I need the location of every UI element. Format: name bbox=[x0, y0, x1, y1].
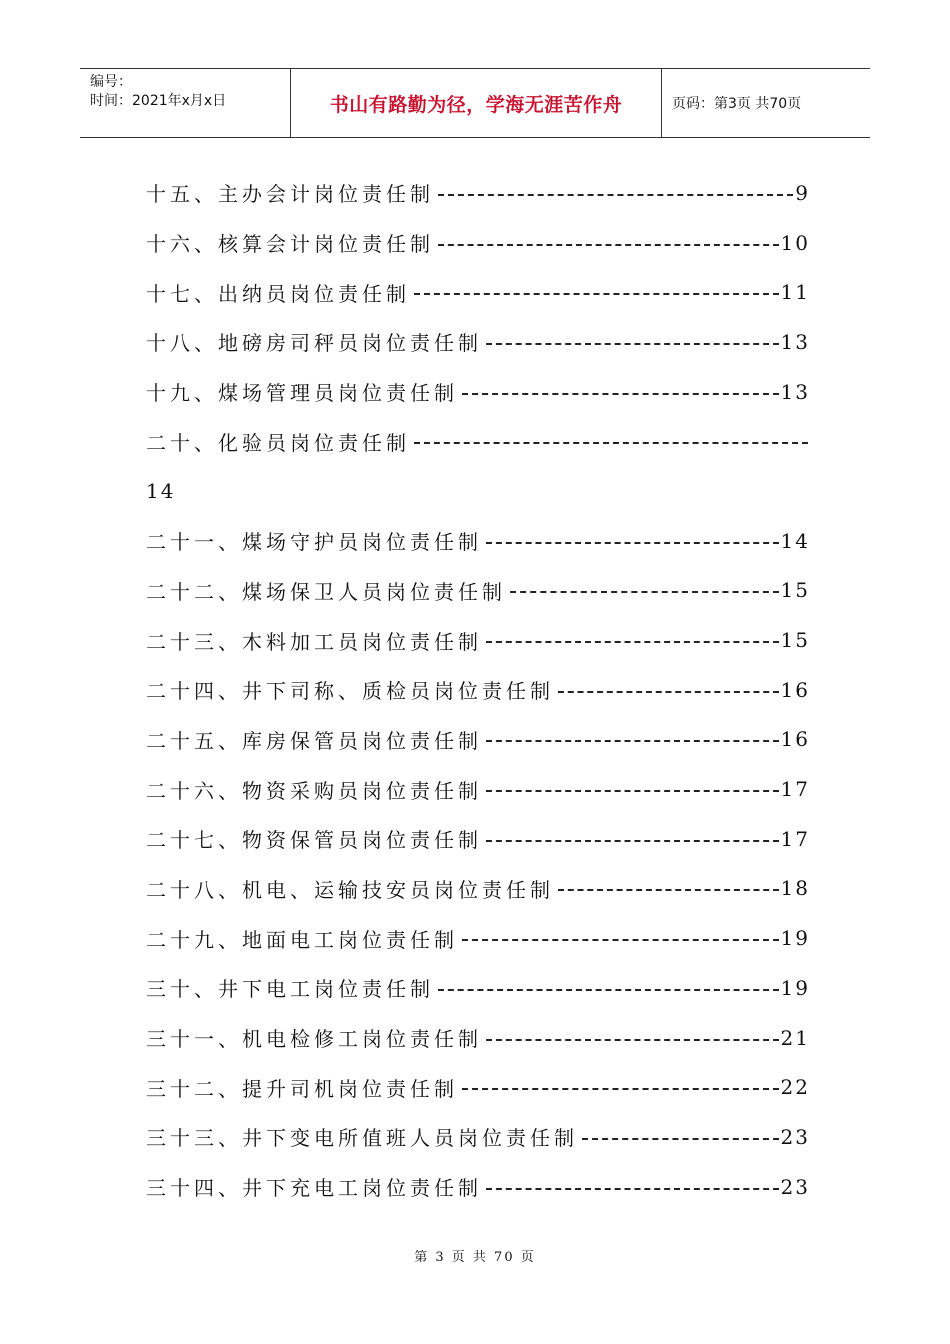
toc-entry-title: 三十四、井下充电工岗位责任制 bbox=[146, 1176, 482, 1201]
toc-entry-page: 18 bbox=[780, 876, 810, 901]
toc-entry-page: 13 bbox=[780, 329, 810, 354]
toc-leader-dashes bbox=[462, 1088, 779, 1090]
toc-leader-dashes bbox=[414, 293, 779, 295]
toc-entry-title: 二十七、物资保管员岗位责任制 bbox=[146, 828, 482, 853]
toc-leader-dashes bbox=[438, 194, 793, 196]
toc-leader-dashes bbox=[438, 244, 779, 246]
toc-entry-page: 16 bbox=[780, 677, 810, 702]
document-number-label: 编号： bbox=[90, 74, 132, 90]
table-of-contents bbox=[146, 168, 810, 1211]
toc-entry-title: 二十六、物资采购员岗位责任制 bbox=[146, 778, 482, 803]
page-header bbox=[80, 68, 870, 138]
toc-entry-page: 15 bbox=[780, 628, 810, 653]
toc-entry-page: 17 bbox=[780, 777, 810, 802]
toc-entry[interactable] bbox=[146, 367, 810, 417]
toc-entry-title: 十九、煤场管理员岗位责任制 bbox=[146, 381, 458, 406]
toc-entry-title: 二十九、地面电工岗位责任制 bbox=[146, 927, 458, 952]
toc-entry[interactable] bbox=[146, 665, 810, 715]
toc-entry-page: 23 bbox=[780, 1174, 810, 1199]
toc-entry-page: 11 bbox=[780, 280, 810, 305]
toc-entry[interactable] bbox=[146, 615, 810, 665]
toc-entry-page: 22 bbox=[780, 1075, 810, 1100]
toc-leader-dashes bbox=[486, 840, 779, 842]
toc-entry[interactable] bbox=[146, 416, 810, 466]
toc-leader-dashes bbox=[486, 1039, 779, 1041]
toc-entry[interactable] bbox=[146, 218, 810, 268]
toc-entry-title: 三十一、机电检修工岗位责任制 bbox=[146, 1027, 482, 1052]
document-date: 时间：2021年x月x日 bbox=[90, 93, 227, 109]
toc-entry-page: 14 bbox=[780, 528, 810, 553]
toc-leader-dashes bbox=[462, 939, 779, 941]
page-footer: 第 3 页 共 70 页 bbox=[414, 1250, 536, 1265]
toc-entry-title: 二十三、木料加工员岗位责任制 bbox=[146, 629, 482, 654]
toc-entry[interactable] bbox=[146, 1112, 810, 1162]
toc-leader-dashes bbox=[486, 1188, 779, 1190]
toc-entry-title: 三十、井下电工岗位责任制 bbox=[146, 977, 434, 1002]
toc-entry[interactable] bbox=[146, 814, 810, 864]
toc-leader-dashes bbox=[462, 393, 779, 395]
toc-entry-page: 10 bbox=[780, 230, 810, 255]
header-motto: 书山有路勤为径，学海无涯苦作舟 bbox=[291, 69, 662, 137]
toc-entry-page: 21 bbox=[780, 1025, 810, 1050]
toc-entry[interactable] bbox=[146, 1162, 810, 1212]
toc-entry-page: 9 bbox=[795, 180, 810, 205]
toc-entry[interactable] bbox=[146, 317, 810, 367]
toc-entry-page: 13 bbox=[780, 379, 810, 404]
toc-leader-dashes bbox=[486, 641, 779, 643]
toc-entry[interactable] bbox=[146, 168, 810, 218]
toc-entry[interactable] bbox=[146, 864, 810, 914]
toc-leader-dashes bbox=[414, 442, 808, 444]
toc-entry-title: 二十五、库房保管员岗位责任制 bbox=[146, 728, 482, 753]
toc-leader-dashes bbox=[558, 889, 779, 891]
toc-entry[interactable] bbox=[146, 267, 810, 317]
toc-entry-title: 十五、主办会计岗位责任制 bbox=[146, 182, 434, 207]
header-page-info: 页码：第3页 共70页 bbox=[672, 96, 802, 112]
toc-entry-page: 23 bbox=[780, 1124, 810, 1149]
toc-entry-title: 二十、化验员岗位责任制 bbox=[146, 430, 410, 455]
toc-entry-page: 14 bbox=[146, 478, 176, 503]
toc-entry-page: 16 bbox=[780, 727, 810, 752]
toc-entry-title: 二十一、煤场守护员岗位责任制 bbox=[146, 530, 482, 555]
toc-leader-dashes bbox=[486, 790, 779, 792]
toc-entry[interactable] bbox=[146, 715, 810, 765]
toc-leader-dashes bbox=[486, 740, 779, 742]
toc-entry-title: 二十二、煤场保卫人员岗位责任制 bbox=[146, 579, 506, 604]
toc-entry[interactable] bbox=[146, 1013, 810, 1063]
toc-entry-title: 二十八、机电、运输技安员岗位责任制 bbox=[146, 877, 554, 902]
toc-entry-title: 十六、核算会计岗位责任制 bbox=[146, 232, 434, 257]
toc-entry-title: 二十四、井下司称、质检员岗位责任制 bbox=[146, 679, 554, 704]
toc-entry-page: 15 bbox=[780, 578, 810, 603]
toc-entry-page: 17 bbox=[780, 826, 810, 851]
toc-entry[interactable] bbox=[146, 963, 810, 1013]
toc-entry[interactable] bbox=[146, 566, 810, 616]
toc-leader-dashes bbox=[486, 343, 779, 345]
toc-entry-page: 19 bbox=[780, 926, 810, 951]
toc-leader-dashes bbox=[486, 542, 779, 544]
toc-leader-dashes bbox=[582, 1138, 779, 1140]
toc-entry-page: 19 bbox=[780, 975, 810, 1000]
toc-leader-dashes bbox=[510, 591, 779, 593]
toc-entry[interactable] bbox=[146, 764, 810, 814]
header-meta bbox=[80, 69, 291, 137]
toc-entry[interactable] bbox=[146, 516, 810, 566]
toc-entry-title: 十八、地磅房司秤员岗位责任制 bbox=[146, 331, 482, 356]
toc-entry-title: 十七、出纳员岗位责任制 bbox=[146, 281, 410, 306]
toc-entry[interactable] bbox=[146, 913, 810, 963]
toc-leader-dashes bbox=[438, 989, 779, 991]
toc-entry[interactable] bbox=[146, 466, 810, 516]
toc-entry[interactable] bbox=[146, 1062, 810, 1112]
toc-leader-dashes bbox=[558, 691, 779, 693]
toc-entry-title: 三十二、提升司机岗位责任制 bbox=[146, 1076, 458, 1101]
toc-entry-title: 三十三、井下变电所值班人员岗位责任制 bbox=[146, 1126, 578, 1151]
